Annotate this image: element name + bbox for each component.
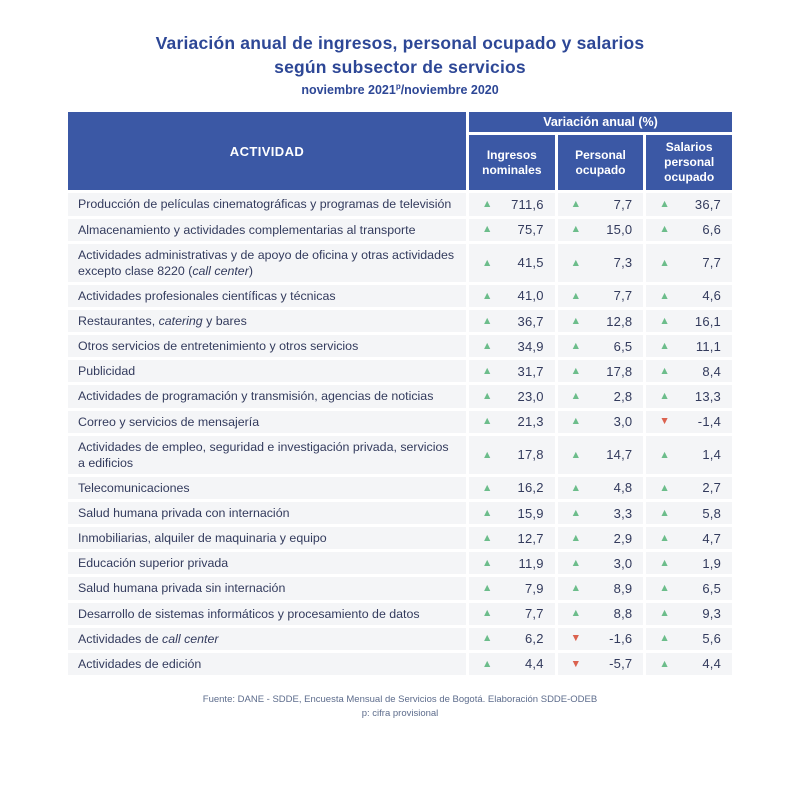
up-triangle-icon: ▲ — [570, 314, 582, 327]
down-triangle-icon: ▼ — [570, 657, 582, 670]
table-row — [68, 310, 732, 332]
value-text: -5,7 — [609, 656, 633, 672]
activity-cell: Actividades de edición — [68, 653, 466, 675]
value-inner — [571, 480, 633, 495]
value-inner — [571, 222, 633, 237]
activity-cell: Educación superior privada — [68, 552, 466, 574]
value-text: 31,7 — [517, 363, 544, 379]
table-body — [68, 193, 732, 675]
up-triangle-icon: ▲ — [659, 481, 670, 494]
up-triangle-icon: ▲ — [570, 415, 582, 428]
value-text: 11,1 — [695, 338, 721, 354]
value-inner — [482, 364, 544, 379]
activity-cell: Almacenamiento y actividades complementarias al transporte — [68, 219, 466, 241]
value-inner — [659, 656, 721, 671]
page-title-line1: Variación anual de ingresos, personal ocupado y salarios — [155, 33, 645, 53]
up-triangle-icon: ▲ — [482, 557, 493, 570]
value-inner — [571, 447, 633, 462]
value-inner — [571, 606, 633, 621]
value-text: 11,9 — [518, 555, 544, 571]
value-cell — [558, 502, 644, 524]
value-text: 4,4 — [524, 656, 544, 672]
table-row — [68, 552, 732, 574]
value-text: 2,7 — [702, 480, 721, 496]
up-triangle-icon: ▲ — [659, 632, 670, 645]
up-triangle-icon: ▲ — [482, 314, 493, 327]
provisional-note: p: cifra provisional — [361, 707, 439, 719]
table-row — [68, 193, 732, 215]
value-cell — [558, 411, 644, 433]
value-inner — [571, 414, 633, 429]
up-triangle-icon: ▲ — [482, 390, 493, 403]
up-triangle-icon: ▲ — [570, 365, 582, 378]
value-inner — [482, 222, 544, 237]
activity-cell: Otros servicios de entretenimiento y otros servicios — [68, 335, 466, 357]
table-row — [68, 244, 732, 282]
activity-column-header: ACTIVIDAD — [68, 112, 466, 190]
value-cell — [469, 244, 555, 282]
value-cell — [558, 477, 644, 499]
up-triangle-icon: ▲ — [570, 198, 582, 211]
value-text: 15,0 — [606, 222, 633, 238]
up-triangle-icon: ▲ — [482, 339, 493, 352]
table-row — [68, 360, 732, 382]
activity-cell: Actividades de empleo, seguridad e investigación privada, servicios a edificios — [68, 436, 466, 474]
value-inner — [571, 314, 633, 329]
value-text: 16,2 — [517, 480, 544, 496]
value-text: 6,2 — [524, 631, 544, 647]
value-cell — [558, 285, 644, 307]
value-inner — [659, 506, 721, 521]
table-row — [68, 385, 732, 407]
value-text: 5,6 — [702, 631, 721, 647]
value-inner — [659, 339, 721, 354]
down-triangle-icon: ▼ — [570, 632, 582, 645]
page-subtitle — [0, 82, 800, 97]
value-text: 12,8 — [606, 313, 633, 329]
value-inner — [571, 556, 633, 571]
value-text: 6,6 — [702, 222, 721, 238]
value-inner — [659, 447, 721, 462]
up-triangle-icon: ▲ — [659, 390, 670, 403]
value-cell — [646, 219, 732, 241]
value-inner — [571, 339, 633, 354]
value-inner — [659, 389, 721, 404]
up-triangle-icon: ▲ — [659, 582, 670, 595]
value-cell — [646, 193, 732, 215]
value-inner — [659, 364, 721, 379]
up-triangle-icon: ▲ — [659, 448, 670, 461]
value-inner — [482, 631, 544, 646]
value-text: 711,6 — [511, 196, 544, 212]
column-header: Salarios personal ocupado — [646, 135, 732, 190]
value-cell — [469, 527, 555, 549]
value-cell — [558, 193, 644, 215]
value-cell — [558, 603, 644, 625]
value-text: 2,9 — [613, 530, 633, 546]
value-cell — [646, 335, 732, 357]
value-inner — [482, 414, 544, 429]
value-inner — [482, 197, 544, 212]
value-inner — [659, 480, 721, 495]
value-text: 23,0 — [517, 388, 544, 404]
value-text: 4,6 — [702, 288, 721, 304]
value-cell — [646, 577, 732, 599]
value-inner — [482, 531, 544, 546]
up-triangle-icon: ▲ — [570, 289, 582, 302]
value-text: -1,4 — [697, 414, 721, 430]
up-triangle-icon: ▲ — [659, 557, 670, 570]
up-triangle-icon: ▲ — [659, 223, 670, 236]
title-block — [0, 0, 800, 97]
up-triangle-icon: ▲ — [659, 198, 670, 211]
subtitle-prefix: noviembre 2021 — [301, 83, 396, 98]
value-inner — [659, 255, 721, 270]
value-inner — [571, 389, 633, 404]
activity-cell: Actividades profesionales científicas y técnicas — [68, 285, 466, 307]
value-cell — [469, 219, 555, 241]
activity-cell: Actividades de programación y transmisión, agencias de noticias — [68, 385, 466, 407]
up-triangle-icon: ▲ — [482, 657, 493, 670]
value-inner — [482, 656, 544, 671]
value-text: 12,7 — [517, 530, 544, 546]
value-text: 3,3 — [613, 505, 633, 521]
value-cell — [646, 552, 732, 574]
up-triangle-icon: ▲ — [570, 531, 582, 544]
value-inner — [659, 414, 721, 429]
value-inner — [482, 255, 544, 270]
value-text: 2,8 — [613, 388, 633, 404]
up-triangle-icon: ▲ — [659, 289, 670, 302]
up-triangle-icon: ▲ — [482, 256, 493, 269]
value-text: 15,9 — [517, 505, 544, 521]
value-cell — [558, 653, 644, 675]
up-triangle-icon: ▲ — [570, 339, 582, 352]
value-text: 8,9 — [613, 580, 633, 596]
up-triangle-icon: ▲ — [659, 607, 670, 620]
value-inner — [482, 480, 544, 495]
value-text: 8,4 — [702, 363, 721, 379]
value-inner — [482, 339, 544, 354]
up-triangle-icon: ▲ — [659, 657, 670, 670]
table-row — [68, 502, 732, 524]
up-triangle-icon: ▲ — [482, 448, 493, 461]
value-text: 3,0 — [613, 555, 633, 571]
column-header: Ingresos nominales — [469, 135, 555, 190]
value-cell — [558, 360, 644, 382]
table-row — [68, 219, 732, 241]
table-row — [68, 603, 732, 625]
variation-table — [65, 109, 735, 678]
activity-cell: Desarrollo de sistemas informáticos y procesamiento de datos — [68, 603, 466, 625]
footer — [0, 693, 800, 721]
value-cell — [646, 436, 732, 474]
up-triangle-icon: ▲ — [570, 481, 582, 494]
value-text: 14,7 — [606, 447, 633, 463]
up-triangle-icon: ▲ — [482, 289, 493, 302]
value-text: 6,5 — [702, 580, 721, 596]
value-cell — [646, 628, 732, 650]
value-text: 7,7 — [524, 606, 544, 622]
value-cell — [558, 219, 644, 241]
value-cell — [646, 385, 732, 407]
provisional-superscript: p — [395, 82, 401, 92]
value-cell — [469, 285, 555, 307]
value-cell — [646, 603, 732, 625]
value-text: 7,7 — [613, 196, 633, 212]
value-cell — [469, 552, 555, 574]
source-note: Fuente: DANE - SDDE, Encuesta Mensual de Servicios de Bogotá. Elaboración SDDE-ODEB — [202, 693, 598, 705]
value-text: 8,8 — [613, 606, 633, 622]
value-cell — [469, 411, 555, 433]
value-cell — [469, 603, 555, 625]
value-cell — [646, 360, 732, 382]
value-cell — [558, 310, 644, 332]
up-triangle-icon: ▲ — [659, 256, 670, 269]
value-cell — [469, 577, 555, 599]
value-cell — [469, 653, 555, 675]
value-text: 16,1 — [694, 313, 721, 329]
value-inner — [482, 314, 544, 329]
value-inner — [482, 506, 544, 521]
up-triangle-icon: ▲ — [482, 531, 493, 544]
value-inner — [659, 288, 721, 303]
table-row — [68, 285, 732, 307]
activity-cell: Correo y servicios de mensajería — [68, 411, 466, 433]
table-row — [68, 628, 732, 650]
value-text: 1,4 — [702, 447, 721, 463]
value-cell — [469, 335, 555, 357]
value-cell — [646, 411, 732, 433]
up-triangle-icon: ▲ — [482, 506, 493, 519]
up-triangle-icon: ▲ — [570, 390, 582, 403]
up-triangle-icon: ▲ — [482, 607, 493, 620]
subtitle-suffix: /noviembre 2020 — [400, 83, 499, 98]
value-text: 7,9 — [524, 580, 544, 596]
value-text: 6,5 — [613, 338, 633, 354]
value-inner — [571, 364, 633, 379]
up-triangle-icon: ▲ — [570, 582, 582, 595]
value-text: 17,8 — [606, 363, 633, 379]
activity-cell: Telecomunicaciones — [68, 477, 466, 499]
activity-cell: Salud humana privada con internación — [68, 502, 466, 524]
up-triangle-icon: ▲ — [482, 582, 493, 595]
value-inner — [482, 447, 544, 462]
down-triangle-icon: ▼ — [659, 415, 670, 428]
value-cell — [558, 552, 644, 574]
up-triangle-icon: ▲ — [482, 415, 493, 428]
value-text: 7,7 — [702, 255, 721, 271]
table-wrap — [65, 109, 735, 678]
up-triangle-icon: ▲ — [570, 256, 582, 269]
column-header: Personal ocupado — [558, 135, 644, 190]
up-triangle-icon: ▲ — [659, 365, 670, 378]
value-cell — [469, 360, 555, 382]
table-row — [68, 436, 732, 474]
value-cell — [469, 310, 555, 332]
up-triangle-icon: ▲ — [659, 314, 670, 327]
value-cell — [558, 244, 644, 282]
value-cell — [558, 628, 644, 650]
activity-cell: Inmobiliarias, alquiler de maquinaria y equipo — [68, 527, 466, 549]
value-inner — [659, 556, 721, 571]
value-inner — [482, 606, 544, 621]
up-triangle-icon: ▲ — [482, 223, 493, 236]
value-text: 34,9 — [517, 338, 544, 354]
up-triangle-icon: ▲ — [570, 223, 582, 236]
value-cell — [646, 527, 732, 549]
value-text: 36,7 — [694, 196, 721, 212]
value-cell — [469, 502, 555, 524]
up-triangle-icon: ▲ — [482, 481, 493, 494]
value-cell — [558, 436, 644, 474]
up-triangle-icon: ▲ — [659, 531, 670, 544]
value-text: 75,7 — [517, 222, 544, 238]
up-triangle-icon: ▲ — [570, 557, 582, 570]
table-row — [68, 411, 732, 433]
value-text: 21,3 — [517, 414, 544, 430]
up-triangle-icon: ▲ — [482, 632, 493, 645]
value-text: -1,6 — [609, 631, 633, 647]
up-triangle-icon: ▲ — [570, 448, 582, 461]
value-text: 41,5 — [517, 255, 544, 271]
activity-cell: Producción de películas cinematográficas y programas de televisión — [68, 193, 466, 215]
value-text: 36,7 — [517, 313, 544, 329]
value-cell — [646, 477, 732, 499]
value-inner — [659, 531, 721, 546]
value-cell — [558, 385, 644, 407]
value-inner — [571, 255, 633, 270]
table-row — [68, 335, 732, 357]
value-inner — [571, 531, 633, 546]
value-text: 13,3 — [694, 388, 721, 404]
value-text: 5,8 — [702, 505, 721, 521]
value-inner — [482, 288, 544, 303]
value-cell — [558, 577, 644, 599]
value-inner — [659, 197, 721, 212]
table-row — [68, 577, 732, 599]
value-cell — [558, 527, 644, 549]
value-inner — [659, 222, 721, 237]
up-triangle-icon: ▲ — [659, 506, 670, 519]
value-inner — [482, 581, 544, 596]
activity-cell: Publicidad — [68, 360, 466, 382]
value-inner — [571, 656, 633, 671]
value-text: 4,4 — [702, 656, 721, 672]
table-row — [68, 527, 732, 549]
value-cell — [469, 193, 555, 215]
value-inner — [659, 314, 721, 329]
value-cell — [469, 628, 555, 650]
value-text: 7,3 — [613, 255, 633, 271]
value-inner — [659, 581, 721, 596]
value-text: 17,8 — [517, 447, 544, 463]
value-cell — [646, 653, 732, 675]
value-inner — [571, 631, 633, 646]
activity-cell: Actividades de call center — [68, 628, 466, 650]
value-inner — [571, 197, 633, 212]
activity-cell: Actividades administrativas y de apoyo de oficina y otras actividades excepto clase 8220 (call center) — [68, 244, 466, 282]
value-text: 1,9 — [702, 555, 721, 571]
value-cell — [558, 335, 644, 357]
up-triangle-icon: ▲ — [482, 198, 493, 211]
value-inner — [482, 556, 544, 571]
value-cell — [469, 385, 555, 407]
value-text: 7,7 — [613, 288, 633, 304]
group-column-header: Variación anual (%) — [469, 112, 732, 132]
value-cell — [646, 502, 732, 524]
value-cell — [646, 244, 732, 282]
value-cell — [469, 477, 555, 499]
value-cell — [646, 310, 732, 332]
activity-cell: Restaurantes, catering y bares — [68, 310, 466, 332]
value-inner — [571, 581, 633, 596]
up-triangle-icon: ▲ — [482, 365, 493, 378]
up-triangle-icon: ▲ — [570, 506, 582, 519]
value-inner — [659, 606, 721, 621]
value-inner — [482, 389, 544, 404]
value-text: 41,0 — [517, 288, 544, 304]
value-text: 4,7 — [702, 530, 721, 546]
up-triangle-icon: ▲ — [659, 339, 670, 352]
table-row — [68, 653, 732, 675]
table-row — [68, 477, 732, 499]
activity-cell: Salud humana privada sin internación — [68, 577, 466, 599]
value-inner — [659, 631, 721, 646]
value-text: 3,0 — [613, 414, 633, 430]
value-text: 4,8 — [613, 480, 633, 496]
value-text: 9,3 — [702, 606, 721, 622]
value-inner — [571, 506, 633, 521]
value-cell — [646, 285, 732, 307]
page-title-line2: según subsector de servicios — [274, 56, 526, 77]
value-inner — [571, 288, 633, 303]
value-cell — [469, 436, 555, 474]
up-triangle-icon: ▲ — [570, 607, 582, 620]
